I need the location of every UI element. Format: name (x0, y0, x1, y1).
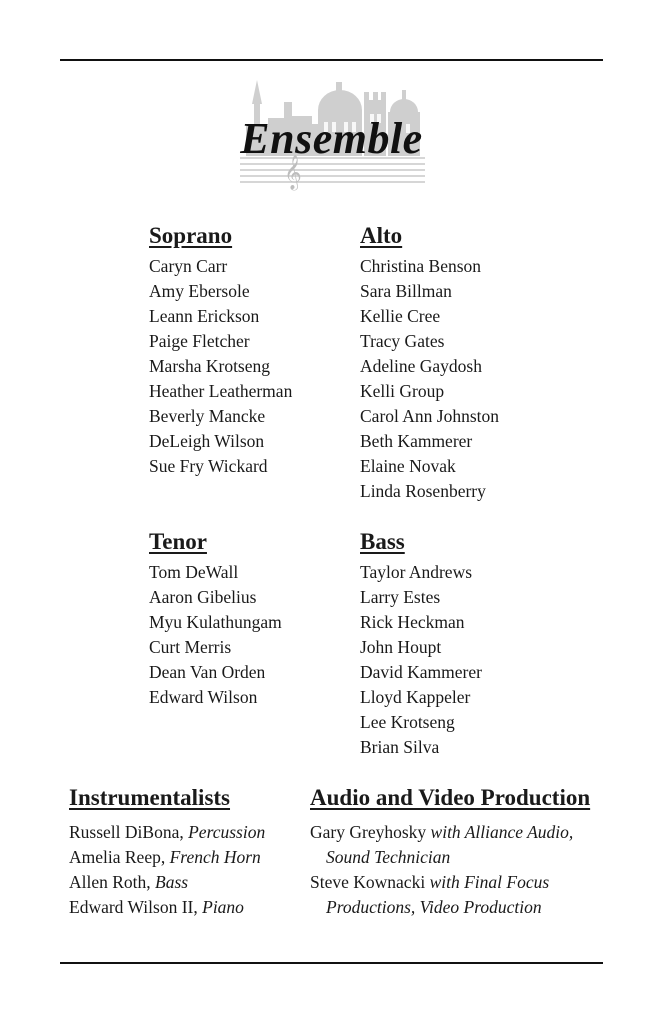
member-role: Bass (155, 872, 189, 892)
list-item: Dean Van Orden (149, 662, 266, 682)
member-name: Amelia Reep, (69, 847, 170, 867)
list-item: Paige Fletcher (149, 331, 250, 351)
list-item: Caryn Carr (149, 256, 228, 276)
list-item: Beth Kammerer (360, 431, 473, 451)
production-heading: Audio and Video Production (310, 785, 591, 810)
member-name: Russell DiBona, (69, 822, 189, 842)
list-item (310, 870, 610, 920)
member-role: Percussion (188, 822, 266, 842)
list-item (69, 845, 265, 870)
list-item: Taylor Andrews (360, 562, 473, 582)
instrumentalists-list (69, 820, 265, 920)
list-item: Larry Estes (360, 587, 441, 607)
list-item: John Houpt (360, 637, 442, 657)
page-title: Ensemble (240, 114, 423, 163)
member-name: Steve Kownacki (310, 872, 430, 892)
member-role: with Alliance Audio, (430, 822, 574, 842)
bass-heading: Bass (360, 529, 405, 554)
list-item: Curt Merris (149, 637, 232, 657)
list-item: Heather Leatherman (149, 381, 293, 401)
top-rule (60, 59, 603, 61)
list-item: Carol Ann Johnston (360, 406, 500, 426)
member-role-continued: Sound Technician (326, 847, 451, 867)
list-item (69, 895, 265, 920)
bass-list (360, 560, 482, 760)
list-item: Aaron Gibelius (149, 587, 257, 607)
soprano-heading: Soprano (149, 223, 233, 248)
list-item: Beverly Mancke (149, 406, 266, 426)
member-name: Allen Roth, (69, 872, 156, 892)
list-item: Lee Krotseng (360, 712, 455, 732)
instrumentalists-heading: Instrumentalists (69, 785, 231, 810)
list-item: Tom DeWall (149, 562, 239, 582)
production-section (310, 783, 610, 920)
list-item: Marsha Krotseng (149, 356, 271, 376)
member-name: Gary Greyhosky (310, 822, 431, 842)
member-role: with Final Focus (429, 872, 550, 892)
member-role-continued: Productions, Video Production (326, 897, 542, 917)
list-item: Linda Rosenberry (360, 481, 486, 501)
member-role: Piano (202, 897, 244, 917)
tenor-list (149, 560, 282, 710)
bottom-rule (60, 962, 603, 964)
list-item: David Kammerer (360, 662, 482, 682)
list-item: Edward Wilson (149, 687, 258, 707)
instrumentalists-section (69, 783, 265, 920)
alto-list (360, 254, 499, 504)
alto-section (360, 221, 499, 504)
list-item: Rick Heckman (360, 612, 465, 632)
list-item: Sara Billman (360, 281, 452, 301)
list-item: Kellie Cree (360, 306, 441, 326)
list-item: Leann Erickson (149, 306, 260, 326)
member-role: French Horn (169, 847, 261, 867)
list-item: Adeline Gaydosh (360, 356, 482, 376)
list-item: DeLeigh Wilson (149, 431, 265, 451)
bass-section (360, 527, 482, 760)
member-name: Edward Wilson II, (69, 897, 203, 917)
list-item: Myu Kulathungam (149, 612, 282, 632)
list-item: Tracy Gates (360, 331, 445, 351)
tenor-heading: Tenor (149, 529, 207, 554)
list-item: Christina Benson (360, 256, 482, 276)
soprano-section (149, 221, 292, 479)
list-item: Brian Silva (360, 737, 440, 757)
list-item (310, 820, 610, 870)
list-item (69, 870, 265, 895)
list-item: Amy Ebersole (149, 281, 250, 301)
svg-text:𝄞: 𝄞 (284, 155, 302, 190)
list-item: Sue Fry Wickard (149, 456, 268, 476)
list-item: Lloyd Kappeler (360, 687, 471, 707)
list-item: Elaine Novak (360, 456, 456, 476)
alto-heading: Alto (360, 223, 403, 248)
tenor-section (149, 527, 282, 710)
list-item: Kelli Group (360, 381, 445, 401)
soprano-list (149, 254, 292, 479)
list-item (69, 820, 265, 845)
production-list (310, 820, 610, 920)
